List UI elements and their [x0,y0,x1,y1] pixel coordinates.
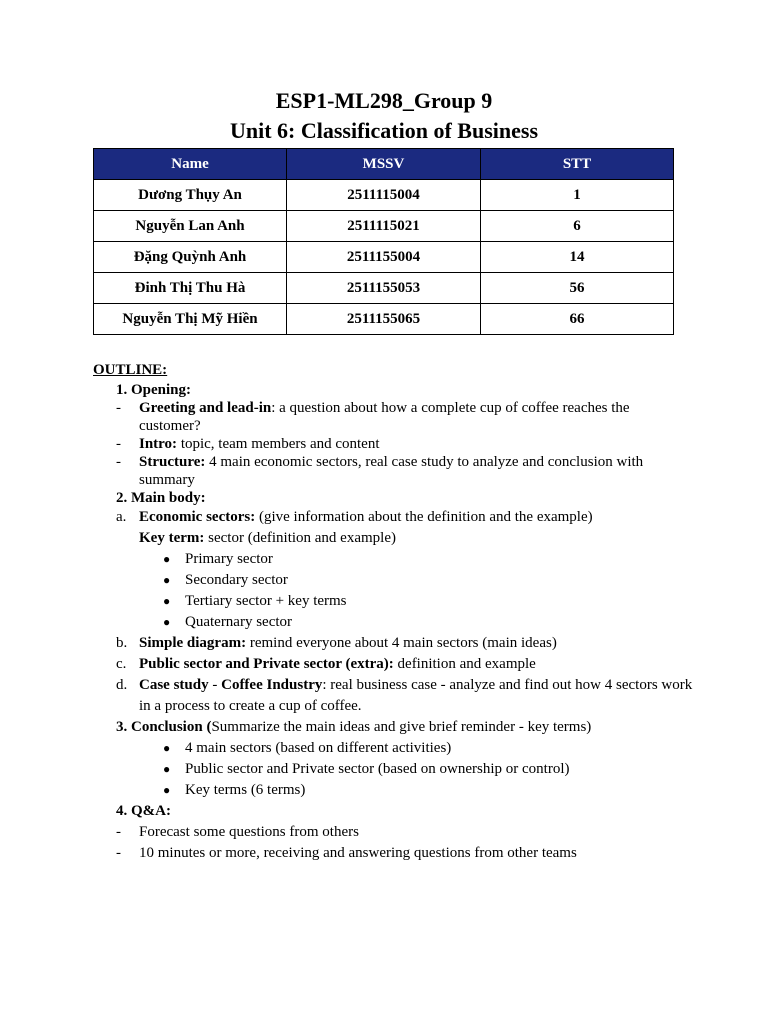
letter-marker: c. [116,656,127,672]
list-item [93,399,693,435]
item-bold: Key term: [139,530,205,546]
table-row [94,242,674,273]
bullet-icon: ● [163,594,171,608]
letter-marker: d. [116,677,128,693]
cell-mssv: 2511155065 [287,304,481,335]
list-item [93,633,693,654]
item-text: Public sector and Private sector (based on ownership or control) [185,761,570,777]
cell-stt: 66 [481,304,674,335]
table-row [94,273,674,304]
table-row [94,211,674,242]
item-bold: Case study [139,677,209,693]
dash-marker: - [116,436,121,452]
item-text: Key terms (6 terms) [185,782,306,798]
list-item [93,549,693,570]
members-table [93,148,674,335]
cell-mssv: 2511155004 [287,242,481,273]
bullet-icon: ● [163,762,171,776]
item-text: (give information about the definition and the example) [255,509,593,525]
cell-name: Dương Thụy An [94,180,287,211]
list-item [93,435,693,453]
cell-name: Đặng Quỳnh Anh [94,242,287,273]
item-text: Quaternary sector [185,614,293,630]
item-bold: Coffee Industry [221,677,323,693]
list-item [93,738,693,759]
item-text: definition and example [393,656,536,672]
outline-section [93,361,693,864]
cell-stt: 6 [481,211,674,242]
item-separator: - [208,677,222,693]
table-row [94,180,674,211]
list-item [93,591,693,612]
bullet-icon: ● [163,783,171,797]
item-text: remind everyone about 4 main sectors (main ideas) [246,635,557,651]
cell-stt: 14 [481,242,674,273]
dash-marker: - [116,400,121,416]
key-term-line [93,528,693,549]
column-header-name: Name [94,149,287,180]
item-text: Forecast some questions from others [139,824,359,840]
bullet-icon: ● [163,552,171,566]
item-text: Tertiary sector + key terms [185,593,347,609]
list-item [93,675,693,717]
qa-heading: 4. Q&A: [116,803,171,819]
column-header-mssv: MSSV [287,149,481,180]
item-bold: Structure: [139,454,206,470]
item-bold: Simple diagram: [139,635,247,651]
list-item [93,507,693,528]
bullet-icon: ● [163,741,171,755]
cell-mssv: 2511155053 [287,273,481,304]
table-row [94,304,674,335]
table-header-row [94,149,674,180]
dash-marker: - [116,824,121,840]
cell-name: Nguyễn Lan Anh [94,211,287,242]
list-item [93,453,693,489]
dash-marker: - [116,454,121,470]
opening-heading: 1. Opening: [116,382,192,398]
letter-marker: b. [116,635,128,651]
item-text: Secondary sector [185,572,288,588]
item-text: : real business case - analyze and find out how 4 sectors work in a process to create a cup of coffee. [139,677,693,714]
bullet-icon: ● [163,573,171,587]
item-bold: Economic sectors: [139,509,256,525]
conclusion-title: 3. Conclusion ( [116,719,212,735]
list-item [93,612,693,633]
cell-mssv: 2511115021 [287,211,481,242]
bullet-icon: ● [163,615,171,629]
main-body-heading: 2. Main body: [116,490,206,506]
cell-stt: 56 [481,273,674,304]
column-header-stt: STT [481,149,674,180]
list-item [93,654,693,675]
list-item [93,843,693,864]
list-item [93,759,693,780]
item-text: 4 main economic sectors, real case study to analyze and conclusion with summary [139,454,644,488]
outline-heading: OUTLINE: [93,362,168,378]
conclusion-heading [116,717,693,738]
item-text: topic, team members and content [177,436,380,452]
letter-marker: a. [116,509,127,525]
item-text: sector (definition and example) [204,530,396,546]
item-text: 4 main sectors (based on different activities) [185,740,452,756]
cell-mssv: 2511115004 [287,180,481,211]
cell-stt: 1 [481,180,674,211]
cell-name: Nguyễn Thị Mỹ Hiền [94,304,287,335]
list-item [93,780,693,801]
item-text: : a question about how a complete cup of coffee reaches the customer? [139,400,630,434]
item-bold: Greeting and lead-in [139,400,272,416]
list-item [93,822,693,843]
cell-name: Đinh Thị Thu Hà [94,273,287,304]
item-text: Primary sector [185,551,273,567]
item-bold: Intro: [139,436,178,452]
item-bold: Public sector and Private sector (extra): [139,656,394,672]
conclusion-text: Summarize the main ideas and give brief reminder - key terms) [211,719,592,735]
item-text: 10 minutes or more, receiving and answering questions from other teams [139,845,577,861]
document-subtitle: Unit 6: Classification of Business [229,118,539,143]
document-title: ESP1-ML298_Group 9 [275,88,493,113]
dash-marker: - [116,845,121,861]
list-item [93,570,693,591]
